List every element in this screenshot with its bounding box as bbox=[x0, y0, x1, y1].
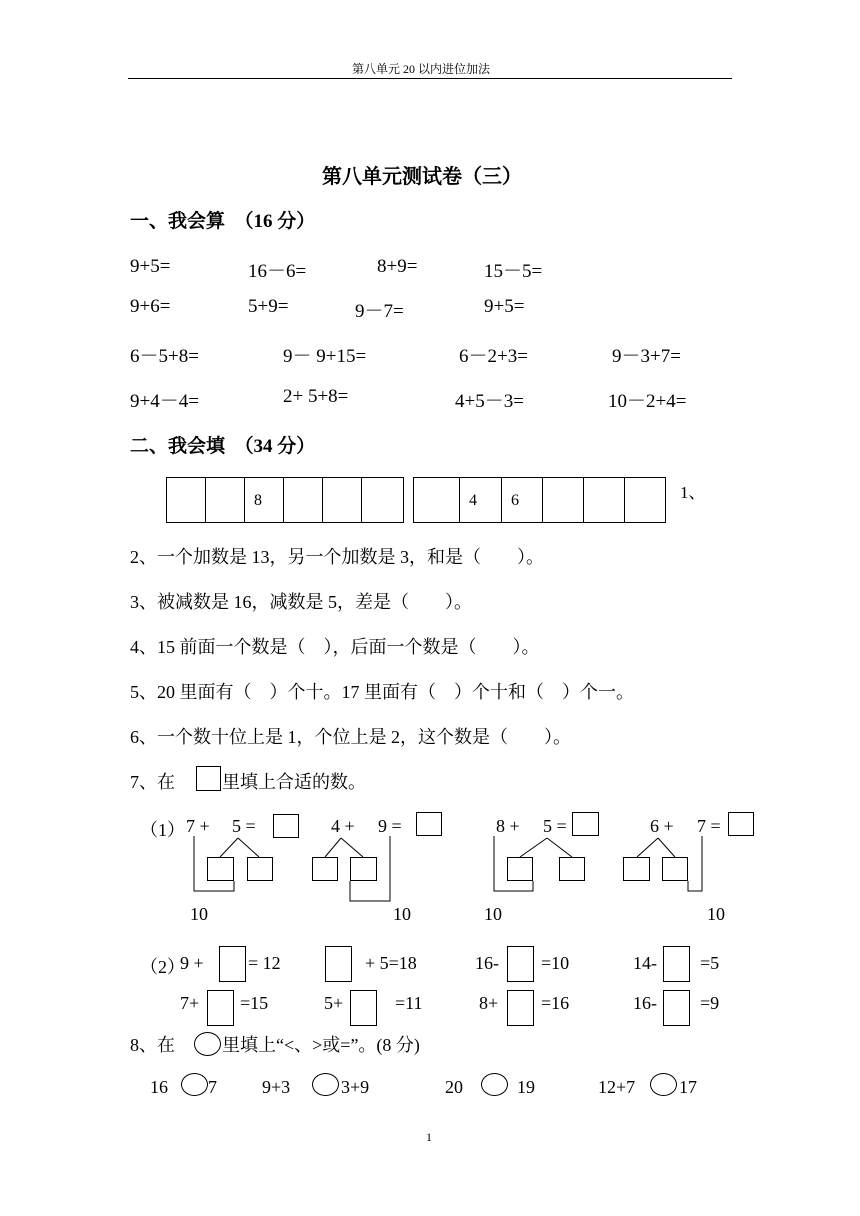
answer-box-sample bbox=[196, 766, 221, 791]
answer-box[interactable] bbox=[663, 946, 690, 982]
page-number: 1 bbox=[426, 1130, 432, 1144]
number-sequence-left bbox=[166, 477, 404, 523]
split-box[interactable] bbox=[623, 857, 650, 881]
split-box[interactable] bbox=[559, 857, 585, 881]
question-4: 4、15 前面一个数是（ ），后面一个数是（ ）。 bbox=[130, 637, 540, 657]
addend-a: 4 + bbox=[331, 816, 355, 836]
part-1-label: （1） bbox=[140, 820, 185, 840]
compare-right: 3+9 bbox=[341, 1077, 370, 1097]
compare-circle-sample bbox=[194, 1032, 221, 1056]
answer-box[interactable] bbox=[273, 814, 299, 838]
section-1-heading: 一、我会算 （16 分） bbox=[130, 211, 316, 232]
answer-box[interactable] bbox=[416, 812, 442, 836]
part-2-label: （2） bbox=[140, 957, 185, 977]
split-box[interactable] bbox=[207, 857, 234, 881]
question-5: 5、20 里面有（ ）个十。17 里面有（ ）个十和（ ）个一。 bbox=[130, 682, 634, 702]
expr-post: =10 bbox=[541, 953, 570, 973]
split-box[interactable] bbox=[507, 857, 533, 881]
expr-pre: 14- bbox=[633, 953, 657, 973]
section-2-heading: 二、我会填 （34 分） bbox=[130, 436, 316, 457]
compare-right: 17 bbox=[679, 1077, 697, 1097]
calc-item: 2+ 5+8= bbox=[283, 386, 349, 407]
header-rule bbox=[128, 78, 732, 79]
expr-pre: 5+ bbox=[324, 993, 344, 1013]
calc-item: 9－3+7= bbox=[612, 346, 681, 367]
calc-item: 9+6= bbox=[130, 296, 171, 317]
sequence-cell[interactable]: 8 bbox=[245, 478, 284, 522]
compare-circle[interactable] bbox=[181, 1073, 208, 1096]
expr-pre: 16- bbox=[633, 993, 657, 1013]
split-box[interactable] bbox=[312, 857, 338, 881]
calc-item: 9+5= bbox=[130, 256, 171, 277]
compare-left: 9+3 bbox=[262, 1077, 291, 1097]
calc-item: 9－7= bbox=[355, 301, 404, 322]
page-header: 第八单元 20 以内进位加法 bbox=[352, 62, 491, 76]
expr-post: + 5=18 bbox=[365, 953, 417, 973]
question-8-prefix: 8、在 bbox=[130, 1035, 175, 1055]
addend-b: 5 = bbox=[543, 816, 567, 836]
addend-b: 9 = bbox=[378, 816, 402, 836]
calc-item: 9+5= bbox=[484, 296, 525, 317]
question-6: 6、一个数十位上是 1，个位上是 2，这个数是（ ）。 bbox=[130, 727, 571, 747]
split-box[interactable] bbox=[662, 857, 688, 881]
calc-item: 6－5+8= bbox=[130, 346, 199, 367]
question-7-suffix: 里填上合适的数。 bbox=[222, 772, 366, 792]
compare-left: 20 bbox=[445, 1077, 463, 1097]
compare-right: 19 bbox=[517, 1077, 535, 1097]
addend-a: 7 + bbox=[186, 816, 210, 836]
sequence-cell[interactable] bbox=[543, 478, 584, 522]
expr-pre: 7+ bbox=[180, 993, 200, 1013]
expr-post: =5 bbox=[700, 953, 720, 973]
sequence-cell[interactable] bbox=[323, 478, 362, 522]
calc-item: 4+5－3= bbox=[455, 391, 524, 412]
calc-item: 16－6= bbox=[248, 261, 307, 282]
calc-item: 15－5= bbox=[484, 261, 543, 282]
expr-pre: 16- bbox=[475, 953, 499, 973]
calc-item: 10－2+4= bbox=[608, 391, 687, 412]
sequence-cell[interactable]: 6 bbox=[502, 478, 543, 522]
question-7-prefix: 7、在 bbox=[130, 772, 175, 792]
addend-b: 7 = bbox=[697, 816, 721, 836]
sequence-cell[interactable] bbox=[584, 478, 625, 522]
compare-circle[interactable] bbox=[481, 1073, 508, 1096]
sequence-cell[interactable]: 4 bbox=[460, 478, 502, 522]
sequence-cell[interactable] bbox=[284, 478, 323, 522]
expr-post: =16 bbox=[541, 993, 570, 1013]
calc-item: 8+9= bbox=[377, 256, 418, 277]
calc-item: 9－ 9+15= bbox=[283, 346, 367, 367]
split-box[interactable] bbox=[247, 857, 273, 881]
answer-box[interactable] bbox=[219, 946, 246, 982]
sequence-cell[interactable] bbox=[362, 478, 401, 522]
addend-b: 5 = bbox=[232, 816, 256, 836]
question-2: 2、一个加数是 13，另一个加数是 3，和是（ ）。 bbox=[130, 547, 544, 567]
answer-box[interactable] bbox=[663, 990, 690, 1026]
compare-left: 12+7 bbox=[598, 1077, 636, 1097]
answer-box[interactable] bbox=[507, 990, 534, 1026]
calc-item: 5+9= bbox=[248, 296, 289, 317]
split-box[interactable] bbox=[350, 857, 377, 881]
sequence-cell[interactable] bbox=[206, 478, 245, 522]
expr-post: = 12 bbox=[248, 953, 281, 973]
worksheet-title: 第八单元测试卷（三） bbox=[322, 166, 522, 188]
sequence-cell[interactable] bbox=[414, 478, 460, 522]
sequence-cell[interactable] bbox=[625, 478, 665, 522]
ten-label: 10 bbox=[190, 904, 208, 924]
ten-label: 10 bbox=[707, 904, 725, 924]
split-lines bbox=[0, 0, 1, 1]
compare-left: 16 bbox=[150, 1077, 168, 1097]
compare-circle[interactable] bbox=[650, 1073, 677, 1096]
addend-a: 6 + bbox=[650, 816, 674, 836]
answer-box[interactable] bbox=[207, 990, 234, 1026]
expr-post: =9 bbox=[700, 993, 720, 1013]
question-3: 3、被减数是 16，减数是 5，差是（ ）。 bbox=[130, 592, 472, 612]
compare-circle[interactable] bbox=[312, 1073, 339, 1096]
ten-label: 10 bbox=[484, 904, 502, 924]
answer-box[interactable] bbox=[728, 812, 754, 836]
expr-post: =11 bbox=[395, 993, 423, 1013]
calc-item: 6－2+3= bbox=[459, 346, 528, 367]
ten-label: 10 bbox=[393, 904, 411, 924]
expr-pre: 9 + bbox=[180, 953, 204, 973]
answer-box[interactable] bbox=[350, 990, 377, 1026]
sequence-cell[interactable] bbox=[167, 478, 206, 522]
addend-a: 8 + bbox=[496, 816, 520, 836]
question-1-label: 1、 bbox=[680, 483, 706, 502]
number-sequence-right bbox=[413, 477, 666, 523]
calc-item: 9+4－4= bbox=[130, 391, 199, 412]
compare-right: 7 bbox=[208, 1077, 217, 1097]
expr-pre: 8+ bbox=[479, 993, 499, 1013]
question-8-suffix: 里填上“<、>或=”。(8 分) bbox=[222, 1035, 420, 1055]
answer-box[interactable] bbox=[325, 946, 352, 982]
answer-box[interactable] bbox=[507, 946, 534, 982]
expr-post: =15 bbox=[240, 993, 269, 1013]
answer-box[interactable] bbox=[572, 812, 599, 836]
